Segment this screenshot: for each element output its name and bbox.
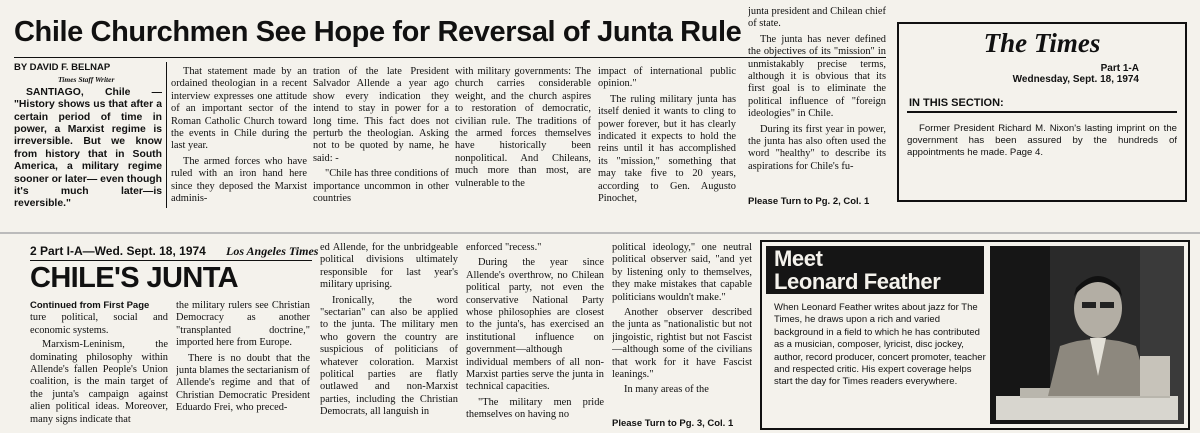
paragraph: During its first year in power, the junta has also often used the word "healthy" to describe its aspirations for Chile's fu-: [748, 123, 886, 172]
paragraph: political ideology," one neutral political observer said, "and yet by listening only to themselves, they make mistakes that capable politicians wouldn't make.": [612, 242, 752, 303]
byline: BY DAVID F. BELNAP: [14, 62, 111, 73]
continued-from: Continued from First Page: [30, 300, 150, 311]
paragraph: ed Allende, for the unbridgeable political divisions ultimately responsible for last year's military uprising.: [320, 242, 458, 291]
times-part: Part 1-A: [1100, 63, 1139, 74]
paragraph: tration of the late President Salvador Allende a year ago show every indication they intend to stay in power for a long time. This fact does not perturb the theologian. Asking not to be quoted by name, he said: -: [313, 66, 449, 164]
page-header: 2 Part I-A—Wed. Sept. 18, 1974: [30, 244, 206, 258]
times-index-box: [897, 22, 1187, 202]
section-item[interactable]: Former President Richard M. Nixon's lasting imprint on the government has been assured by the hundreds of appointments he made. Page 4.: [907, 123, 1177, 158]
paragraph: "The military men pride themselves on having no: [466, 396, 604, 421]
top-headline: Chile Churchmen See Hope for Reversal of Junta Rule: [14, 16, 742, 48]
times-masthead: The Times: [983, 28, 1101, 58]
paragraph: enforced "recess.": [466, 242, 542, 253]
feature-text: When Leonard Feather writes about jazz for The Times, he draws upon a rich and varied background in a field to which he has contributed as a musician, composer, lyricist, disc jockey, author, record producer, concert promoter, teacher and respected critic. His expert coverage helps start the day for Times readers everywhere.: [774, 302, 986, 388]
paragraph: The ruling military junta has itself denied it wants to cling to power forever, but it has clearly indicated it expects to hold the reins until it has accomplished its "mission," something that may take five to 20 years, according to Gen. Augusto Pinochet,: [598, 93, 736, 205]
paragraph: The junta has never defined the objectives of its "mission" in unmistakably precise terms, although it is obvious that its first goal is to eliminate the political influence of "foreign ideologies" in Chile.: [748, 33, 886, 120]
top-col-6: [748, 6, 886, 196]
bottom-col-1: [30, 300, 168, 430]
bottom-col-3: [320, 242, 458, 430]
paragraph: with military governments: The church carries considerable weight, and the church aspires to restoration of democratic, civilian rule. The traditions of the armed forces themselves have historically been nonpolitical. And Chileans, much more than most, are vulnerable to the: [455, 66, 591, 189]
section-rule: [907, 111, 1177, 113]
paragraph: There is no doubt that the junta blames the sectarianism of Allende's regime and that of Christian Democratic President Eduardo Frei, who preced-: [176, 352, 310, 414]
column-rule: [166, 62, 167, 208]
paper-name: Los Angeles Times: [226, 244, 319, 258]
times-date: Wednesday, Sept. 18, 1974: [1012, 74, 1139, 85]
paragraph: ture political, social and economic systems.: [30, 312, 168, 336]
byline-role: Times Staff Writer: [58, 75, 115, 85]
top-col-2: [171, 66, 307, 208]
paragraph: "Chile has three conditions of importance uncommon in other countries: [313, 168, 449, 205]
paragraph: That statement made by an ordained theologian in a recent interview expresses one attitude of an important sector of the Roman Catholic Church toward the events in Chile during the last year.: [171, 66, 307, 152]
top-col-4: [455, 66, 591, 208]
paragraph: The armed forces who have ruled with an iron hand here since they deposed the Marxist adminis-: [171, 155, 307, 205]
page-divider: [0, 232, 1200, 234]
feature-title-line1: Meet: [774, 246, 823, 271]
top-continued-link[interactable]: Please Turn to Pg. 2, Col. 1: [748, 196, 870, 207]
bottom-headline: CHILE'S JUNTA: [30, 262, 239, 294]
top-col-1: [14, 62, 162, 210]
header-rule: [30, 260, 312, 261]
top-col-5: [598, 66, 736, 208]
paragraph: During the year since Allende's overthrow, no Chilean political party, not even the conservative National Party whose philosophies are closest to the junta's, has exercised an institutional influence on government—although individual members of all non-Marxist parties serve the junta in technical capacities.: [466, 257, 604, 393]
paragraph: Marxism-Leninism, the dominating philosophy within Allende's fallen People's Union coalition, is the main target of the junta's campaign against alien political ideas. Moreover, many signs indicate that: [30, 339, 168, 425]
portrait-photo-icon: [990, 246, 1184, 424]
top-lead-paragraph: SANTIAGO, Chile — "History shows us that after a certain period of time in power, a Marxist regime is irreversible. But we know from history that in South America, a military regime sooner or later— even though it's much later—is reversible.": [14, 86, 162, 210]
paragraph: impact of international public opinion.": [598, 66, 736, 90]
bottom-col-4: [466, 242, 604, 430]
bottom-col-5: [612, 242, 752, 418]
paragraph: the military rulers see Christian Democracy as another "transplanted doctrine," imported here from Europe.: [176, 300, 310, 349]
paragraph: junta president and Chilean chief of state.: [748, 6, 886, 30]
feature-title-line2: Leonard Feather: [774, 269, 941, 294]
top-col-3: [313, 66, 449, 208]
bottom-continued-link[interactable]: Please Turn to Pg. 3, Col. 1: [612, 418, 734, 429]
paragraph: Another observer described the junta as "nationalistic but not jingoistic, rightist but not Fascist —although some of the civilians that work for it have Fascist leanings.": [612, 307, 752, 381]
paragraph: In many areas of the: [624, 384, 709, 396]
in-this-section-header: IN THIS SECTION:: [909, 97, 1004, 109]
feature-box[interactable]: [760, 240, 1190, 430]
paragraph: Ironically, the word "sectarian" can also be applied to the junta. The military men who govern the country are suspicious of politicians of whatever coloration. Marxist political parties are flatly outlawed and non-Marxist parties, including the Christian Democrats, all languish in: [320, 294, 458, 418]
bottom-col-2: [176, 300, 310, 430]
